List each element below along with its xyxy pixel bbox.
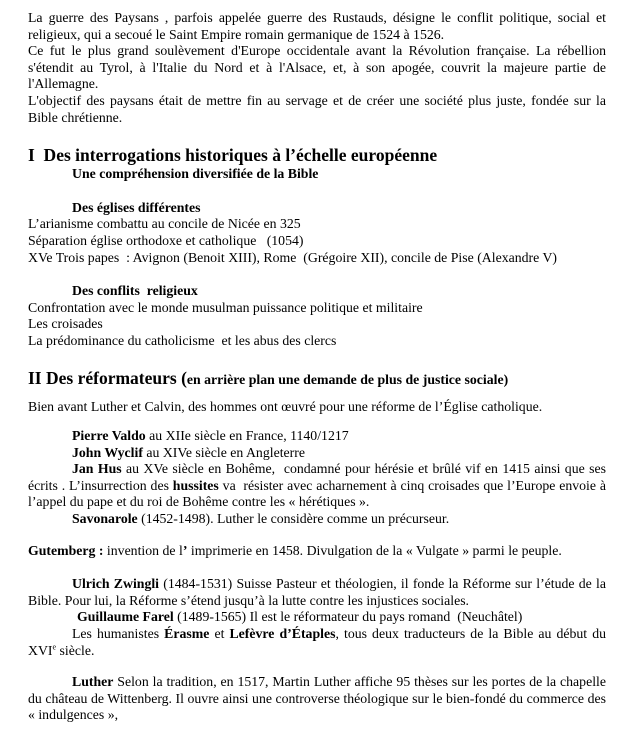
paragraph-zwingli: Ulrich Zwingli (1484-1531) Suisse Pasteur et théologien, il fonde la Réforme sur l’étude de la Bible. Pour lui, la Réforme s’étend jusqu’à la lutte contre les injustices sociales. [28, 576, 606, 608]
paragraph-intro-3: L'objectif des paysans était de mettre fin au servage et de créer une société plus juste, fondée sur la Bible chrétienne. [28, 92, 606, 125]
paragraph-bien-avant: Bien avant Luther et Calvin, des hommes ont œuvré pour une réforme de l’Église catholique. [28, 398, 543, 414]
blank-line [28, 659, 606, 674]
line-trois-papes: XVe Trois papes : Avignon (Benoit XIII), Rome (Grégoire XII), concile de Pise (Alexandre V) [28, 249, 558, 265]
line-croisades: Les croisades [28, 316, 103, 332]
line-john-wyclif: John Wyclif au XIVe siècle en Angleterre [72, 444, 305, 460]
line-confrontation: Confrontation avec le monde musulman puissance politique et militaire [28, 299, 423, 315]
paragraph-luther: Luther Selon la tradition, en 1517, Martin Luther affiche 95 thèses sur les portes de la chapelle du château de Wittenberg. Il ouvre ainsi une controverse théologique sur le bien-fondé du commerce des « indulgences », [28, 674, 606, 723]
line-predominance: La prédominance du catholicisme et les abus des clercs [28, 332, 337, 348]
line-pierre-valdo: Pierre Valdo au XIIe siècle en France, 1140/1217 [72, 428, 349, 444]
paragraph-intro-2: Ce fut le plus grand soulèvement d'Europe occidentale avant la Révolution française. La rébellion s'étendit au Tyrol, à l'Italie du Nord et à l'Alsace, et, à son apogée, couvrit la majeure partie de l'Allemagne. [28, 43, 606, 92]
line-arianisme: L’arianisme combattu au concile de Nicée en 325 [28, 216, 301, 232]
subheading-comprehension-bible: Une compréhension diversifiée de la Bible [72, 166, 319, 182]
blank-line [28, 266, 606, 283]
blank-line [28, 559, 606, 576]
heading-section-2: II Des réformateurs (en arrière plan une demande de plus de justice sociale) [28, 367, 509, 388]
paragraph-gutemberg: Gutemberg : invention de l’ imprimerie en 1458. Divulgation de la « Vulgate » parmi le peuple. [28, 542, 562, 558]
subheading-eglises-differentes: Des églises différentes [72, 199, 201, 215]
line-guillaume-farel: Guillaume Farel (1489-1565) Il est le réformateur du pays romand (Neuchâtel) [77, 609, 523, 625]
blank-line [28, 183, 606, 200]
paragraph-humanistes: Les humanistes Érasme et Lefèvre d’Étaples, tous deux traducteurs de la Bible au début du XVIe siècle. [28, 626, 607, 658]
blank-line [28, 415, 606, 428]
subheading-conflits-religieux: Des conflits religieux [72, 283, 198, 299]
paragraph-intro-1: La guerre des Paysans , parfois appelée guerre des Rustauds, désigne le conflit politique, social et religieux, qui a secoué le Saint Empire romain germanique de 1524 à 1526. [28, 10, 606, 42]
line-separation-1054: Séparation église orthodoxe et catholique (1054) [28, 232, 304, 248]
heading-section-1: I Des interrogations historiques à l’échelle européenne [28, 145, 438, 166]
paragraph-jan-hus: Jan Hus au XVe siècle en Bohême, condamné pour hérésie et brûlé vif en 1415 ainsi que ses écrits . L’insurrection des hussites va résister avec acharnement à cinq croisades que l’Europe envoie à l’appel du pape et du roi de Bohême contre les « hérétiques ». [28, 461, 606, 510]
blank-line [28, 528, 606, 543]
line-savonarole: Savonarole (1452-1498). Luther le considère comme un précurseur. [72, 511, 450, 527]
